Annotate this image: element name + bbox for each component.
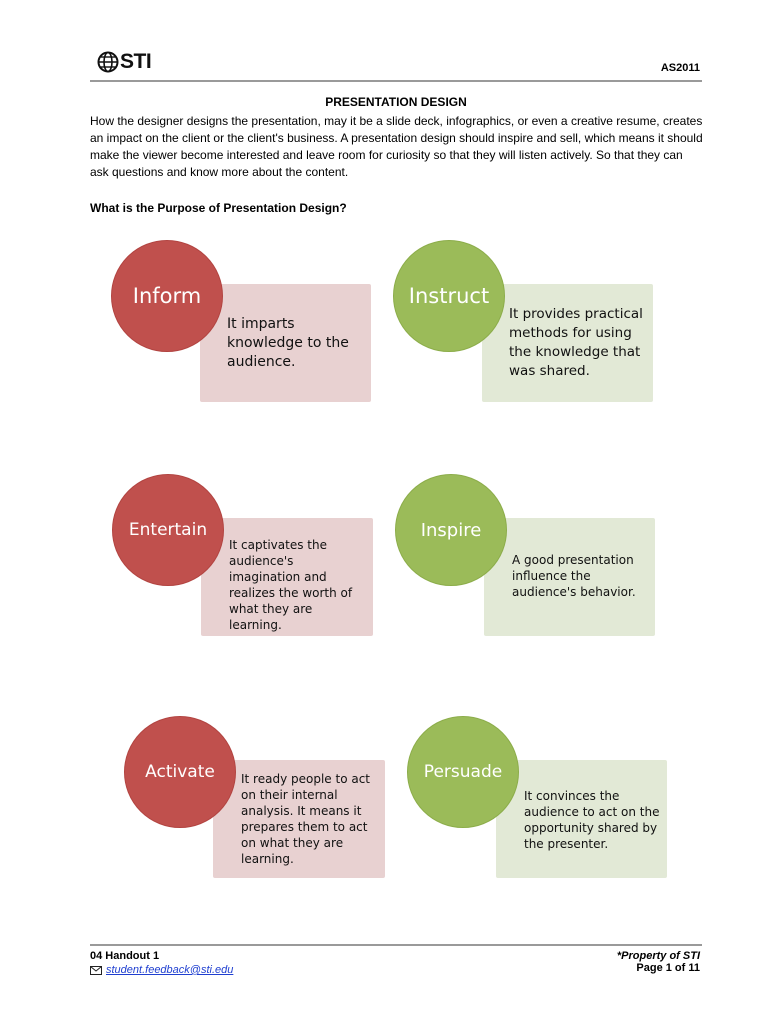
email-row xyxy=(90,964,233,976)
envelope-icon xyxy=(90,966,102,975)
document-title: PRESENTATION DESIGN xyxy=(325,95,467,109)
footer-left xyxy=(90,950,233,976)
logo-text: STI xyxy=(120,50,152,73)
purpose-box-inform xyxy=(200,284,371,402)
globe-icon xyxy=(97,51,119,73)
purpose-label: Entertain xyxy=(128,520,208,540)
purpose-description: It ready people to act on their internal analysis. It means it prepares them to act on what they are learning. xyxy=(241,772,371,866)
purpose-label: Activate xyxy=(145,762,215,782)
purpose-box-persuade xyxy=(496,760,667,878)
purpose-circle-inform xyxy=(111,240,223,352)
document-code: AS2011 xyxy=(660,62,700,74)
purpose-label: Persuade xyxy=(423,762,503,782)
purpose-description: A good presentation influence the audience's behavior. xyxy=(512,553,636,599)
purpose-description: It provides practical methods for using the knowledge that was shared. xyxy=(509,306,643,379)
purpose-circle-entertain xyxy=(112,474,224,586)
purpose-box-instruct xyxy=(482,284,653,402)
sti-logo xyxy=(97,49,157,75)
purpose-circle-inspire xyxy=(395,474,507,586)
email-link[interactable]: student.feedback@sti.edu xyxy=(106,964,234,976)
intro-paragraph: How the designer designs the presentation, may it be a slide deck, infographics, or even a creative resume, creates an impact on the client or the client's business. A presentation design should inspire and sell, which means it should make the viewer become interested and leave room for curiosity so that they will listen actively. So that they can ask questions and know more about the content. xyxy=(90,114,703,179)
purpose-box-entertain xyxy=(201,518,373,636)
purpose-circle-persuade xyxy=(407,716,519,828)
section-heading: What is the Purpose of Presentation Design? xyxy=(90,201,347,215)
purpose-label: Inform xyxy=(132,284,202,308)
handout-label: 04 Handout 1 xyxy=(90,950,160,962)
page-number: Page 1 of 11 xyxy=(636,962,700,974)
purpose-box-activate xyxy=(213,760,385,878)
purpose-description: It imparts knowledge to the audience. xyxy=(227,316,349,370)
property-notice: *Property of STI xyxy=(616,950,700,962)
purpose-circle-activate xyxy=(124,716,236,828)
purpose-circle-instruct xyxy=(393,240,505,352)
purpose-description: It convinces the audience to act on the opportunity shared by the presenter. xyxy=(524,789,660,851)
purpose-description: It captivates the audience's imagination and realizes the worth of what they are learning. xyxy=(229,538,353,632)
footer-right xyxy=(617,950,700,974)
purpose-box-inspire xyxy=(484,518,655,636)
header-divider xyxy=(90,80,702,82)
purpose-label: Instruct xyxy=(408,284,490,308)
footer-divider xyxy=(90,944,702,946)
purpose-label: Inspire xyxy=(420,519,482,541)
